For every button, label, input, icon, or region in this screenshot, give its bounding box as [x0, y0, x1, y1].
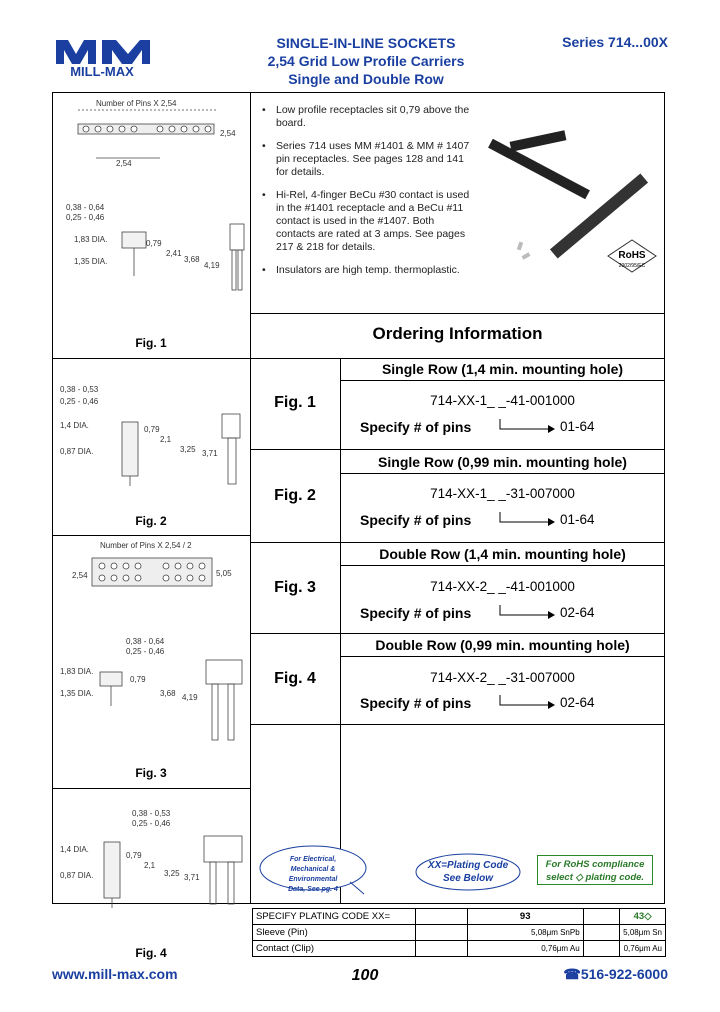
fig3-label: 4,19 — [182, 693, 198, 702]
fig1-label: 0,38 - 0,64 — [66, 203, 105, 212]
row-divider — [52, 535, 250, 536]
title-line-1: SINGLE-IN-LINE SOCKETS — [276, 35, 456, 51]
table-cell — [583, 925, 619, 941]
rohs-compliance-note — [537, 855, 653, 885]
feature-item: • Insulators are high temp. thermoplastic. — [258, 264, 470, 277]
fig4-caption: Fig. 4 — [135, 946, 167, 960]
fig1-label: 3,68 — [184, 255, 200, 264]
fig4-label: 3,71 — [184, 873, 200, 882]
fig3-drawing — [56, 538, 246, 760]
group-fig: Fig. 2 — [274, 487, 316, 504]
part-number: 714-XX-2_ _-41-001000 — [430, 579, 575, 594]
part-number: 714-XX-1_ _-41-001000 — [430, 393, 575, 408]
electrical-note — [266, 855, 360, 895]
group-title: Double Row (0,99 min. mounting hole) — [375, 637, 630, 653]
specify-label: Specify # of pins — [360, 695, 472, 711]
row-divider — [340, 656, 665, 657]
website-link[interactable]: www.mill-max.com — [52, 966, 178, 982]
row-divider — [250, 724, 665, 725]
plating-table — [252, 908, 666, 957]
table-cell: 0,76μm Au — [620, 941, 666, 957]
row-divider — [52, 358, 250, 359]
fig3-caption: Fig. 3 — [135, 766, 167, 780]
fig3-label: 5,05 — [216, 569, 232, 578]
group-fig: Fig. 3 — [274, 579, 316, 596]
plating-note — [420, 859, 516, 885]
note-line: Data, See pg. 4 — [288, 886, 338, 893]
fig4-label: 0,79 — [126, 851, 142, 860]
fig1-label: 2,54 — [116, 159, 132, 168]
product-photo — [480, 120, 662, 296]
row-divider — [52, 788, 250, 789]
table-cell: Contact (Clip) — [253, 941, 416, 957]
group-title: Single Row (0,99 min. mounting hole) — [378, 454, 627, 470]
part-number: 714-XX-2_ _-31-007000 — [430, 670, 575, 685]
fig2-label: 0,38 - 0,53 — [60, 385, 99, 394]
rohs-label: RoHS — [618, 250, 646, 261]
logo-text: MILL-MAX — [70, 64, 134, 79]
row-divider — [340, 473, 665, 474]
table-cell — [583, 941, 619, 957]
fig1-label: 0,25 - 0,46 — [66, 213, 105, 222]
fig1-label: 1,35 DIA. — [74, 257, 108, 266]
fig3-label: 1,83 DIA. — [60, 667, 94, 676]
fig2-label: 0,25 - 0,46 — [60, 397, 99, 406]
fig3-label: 0,38 - 0,64 — [126, 637, 165, 646]
arrow-icon — [498, 419, 556, 433]
group-title: Single Row (1,4 min. mounting hole) — [381, 361, 624, 377]
fig4-label: 0,38 - 0,53 — [132, 809, 171, 818]
table-cell: 93 — [467, 909, 583, 925]
note-line: select ◇ plating code. — [545, 872, 645, 883]
title-line-3: Single and Double Row — [288, 71, 444, 87]
feature-item: • Hi-Rel, 4-finger BeCu #30 contact is used in the #1401 receptacle and a BeCu #11 contact is used in the #1407. Both contacts are rated at 3 amps. See pages 217 & 218 for details. — [258, 189, 470, 254]
table-cell — [583, 909, 619, 925]
group-fig: Fig. 4 — [274, 670, 316, 687]
table-cell — [415, 909, 467, 925]
fig2-caption: Fig. 2 — [135, 514, 167, 528]
mill-max-logo — [52, 38, 152, 80]
ordering-title: Ordering Information — [372, 324, 543, 343]
row-divider — [250, 313, 665, 314]
fig2-label: 0,79 — [144, 425, 160, 434]
specify-label: Specify # of pins — [360, 512, 472, 528]
fig4-label: 0,87 DIA. — [60, 871, 94, 880]
fig2-label: 0,87 DIA. — [60, 447, 94, 456]
specify-label: Specify # of pins — [360, 605, 472, 621]
table-row — [253, 925, 666, 941]
fig1-caption: Fig. 1 — [135, 336, 167, 350]
header-title — [240, 34, 492, 88]
table-row — [253, 941, 666, 957]
table-row — [253, 909, 666, 925]
fig1-label: 2,54 — [220, 129, 236, 138]
fig4-label: 0,25 - 0,46 — [132, 819, 171, 828]
fig1-label: 0,79 — [146, 239, 162, 248]
group-fig: Fig. 1 — [274, 394, 316, 411]
fig2-label: 3,71 — [202, 449, 218, 458]
fig4-drawing — [56, 792, 246, 942]
row-divider — [340, 380, 665, 381]
note-line: See Below — [442, 873, 494, 884]
series-label: Series 714...00X — [562, 34, 668, 50]
fig2-label: 1,4 DIA. — [60, 421, 89, 430]
table-cell: 43◇ — [620, 909, 666, 925]
row-divider — [250, 542, 665, 543]
phone-icon: ☎ — [563, 966, 581, 982]
pin-range: 01-64 — [560, 419, 595, 434]
table-cell: SPECIFY PLATING CODE XX= — [253, 909, 416, 925]
fig2-label: 2,1 — [160, 435, 172, 444]
arrow-icon — [498, 605, 556, 619]
row-divider — [250, 449, 665, 450]
row-divider — [250, 358, 665, 359]
page-number: 100 — [351, 967, 379, 984]
fig3-label: 3,68 — [160, 689, 176, 698]
note-line: XX=Plating Code — [427, 860, 509, 871]
feature-item: • Series 714 uses MM #1401 & MM # 1407 pin receptacles. See pages 128 and 141 for details. — [258, 140, 470, 179]
feature-list — [258, 104, 470, 287]
fig1-label: 2,41 — [166, 249, 182, 258]
table-cell: 0,76μm Au — [467, 941, 583, 957]
arrow-icon — [498, 512, 556, 526]
fig-column-divider — [340, 358, 341, 904]
fig1-label: Number of Pins X 2,54 — [96, 99, 177, 108]
fig3-label: 2,54 — [72, 571, 88, 580]
row-divider — [250, 633, 665, 634]
fig4-label: 1,4 DIA. — [60, 845, 89, 854]
table-cell: 5,08μm Sn — [620, 925, 666, 941]
table-cell — [415, 941, 467, 957]
fig2-label: 3,25 — [180, 445, 196, 454]
part-number: 714-XX-1_ _-31-007000 — [430, 486, 575, 501]
fig4-label: 3,25 — [164, 869, 180, 878]
table-cell: 5,08μm SnPb — [467, 925, 583, 941]
table-cell — [415, 925, 467, 941]
row-divider — [340, 565, 665, 566]
fig3-label: Number of Pins X 2,54 / 2 — [100, 541, 192, 550]
fig1-drawing — [56, 96, 246, 330]
feature-item: • Low profile receptacles sit 0,79 above the board. — [258, 104, 470, 130]
pin-range: 01-64 — [560, 512, 595, 527]
fig2-drawing — [56, 362, 246, 512]
fig1-label: 4,19 — [204, 261, 220, 270]
group-title: Double Row (1,4 min. mounting hole) — [379, 546, 626, 562]
rohs-sub: 2002/95/EC — [618, 263, 646, 269]
fig1-label: 1,83 DIA. — [74, 235, 108, 244]
fig3-label: 1,35 DIA. — [60, 689, 94, 698]
note-line: Mechanical & Environmental — [288, 866, 338, 883]
note-line: For Electrical, — [289, 856, 337, 863]
arrow-icon — [498, 695, 556, 709]
title-line-2: 2,54 Grid Low Profile Carriers — [267, 53, 465, 69]
pin-range: 02-64 — [560, 695, 595, 710]
fig3-label: 0,79 — [130, 675, 146, 684]
fig4-label: 2,1 — [144, 861, 156, 870]
table-cell: Sleeve (Pin) — [253, 925, 416, 941]
specify-label: Specify # of pins — [360, 419, 472, 435]
note-line: For RoHS compliance — [545, 859, 645, 870]
pin-range: 02-64 — [560, 605, 595, 620]
phone-number — [530, 966, 668, 983]
fig3-label: 0,25 - 0,46 — [126, 647, 165, 656]
phone-text: 516-922-6000 — [580, 966, 668, 982]
